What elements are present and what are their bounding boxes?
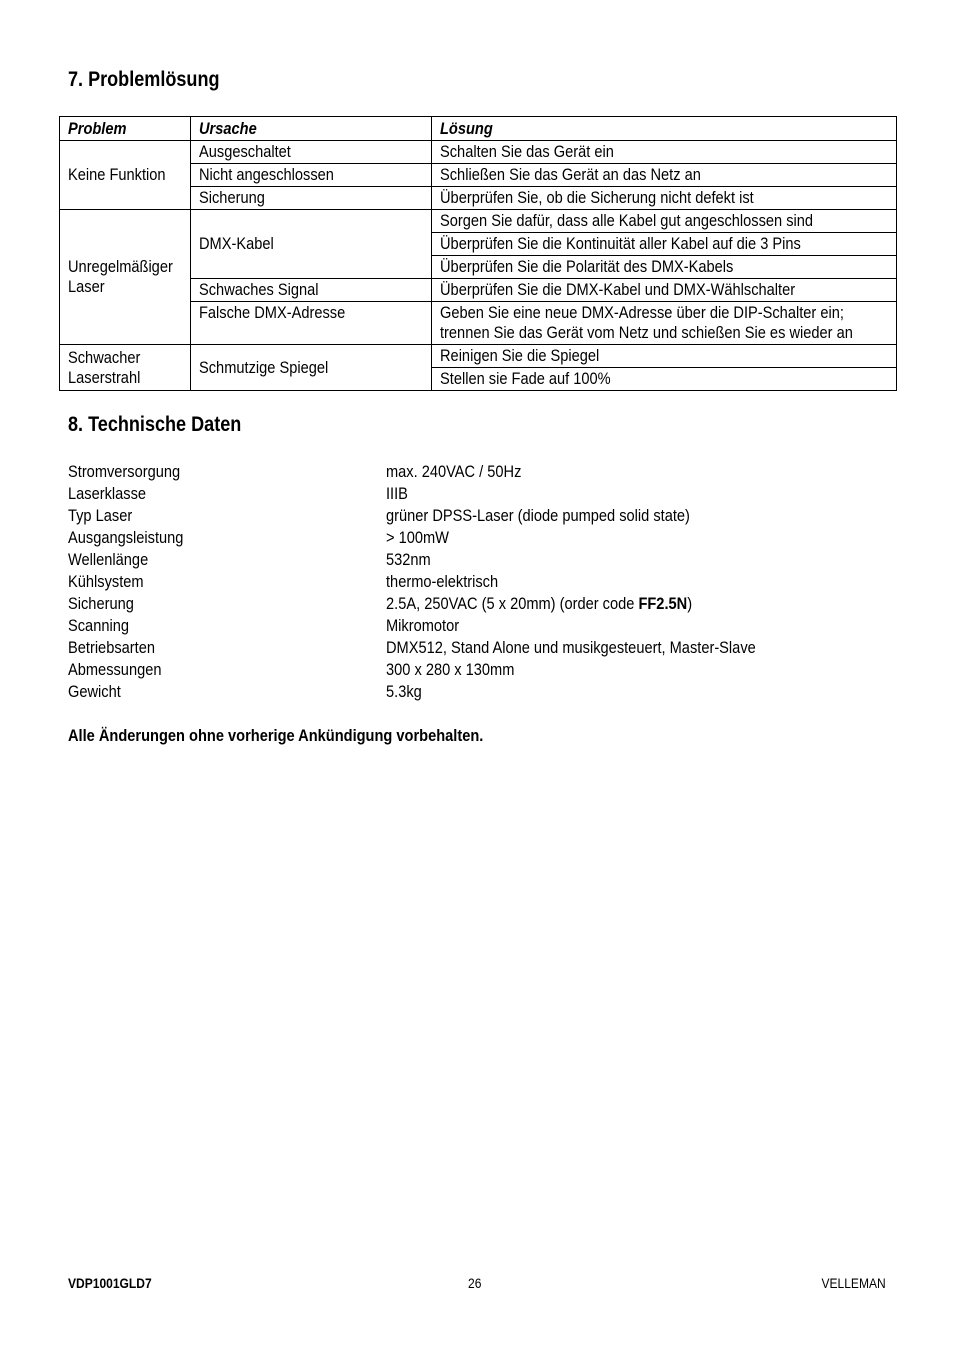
header-problem: Problem [60,117,191,141]
spec-row [68,659,888,681]
spec-label: Laserklasse [68,484,147,503]
solution-cell: Schließen Sie das Gerät an das Netz an [432,164,897,187]
table-row [60,210,897,233]
cause-cell: Nicht angeschlossen [191,164,432,187]
spec-label: Scanning [68,616,129,635]
solution-cell: Reinigen Sie die Spiegel [432,345,897,368]
cause-cell: Schwaches Signal [191,279,432,302]
spec-label: Sicherung [68,594,134,613]
spec-row [68,527,888,549]
spec-row [68,637,888,659]
problem-cell: Keine Funktion [60,141,191,210]
spec-label: Stromversorgung [68,462,181,481]
spec-label: Ausgangsleistung [68,528,184,547]
spec-row [68,681,888,703]
spec-value: 532nm [386,550,431,569]
spec-value: 300 x 280 x 130mm [386,660,515,679]
cause-cell: Sicherung [191,187,432,210]
cause-cell: Schmutzige Spiegel [191,345,432,391]
solution-cell: Überprüfen Sie die Kontinuität aller Kabel auf die 3 Pins [432,233,897,256]
footer-model: VDP1001GLD7 [68,1275,152,1291]
problem-cell: Schwacher Laserstrahl [60,345,191,391]
solution-cell: Überprüfen Sie, ob die Sicherung nicht defekt ist [432,187,897,210]
solution-cell: Überprüfen Sie die Polarität des DMX-Kabels [432,256,897,279]
spec-row [68,615,888,637]
spec-row [68,593,888,615]
spec-row [68,461,888,483]
spec-row [68,549,888,571]
disclaimer-note: Alle Änderungen ohne vorherige Ankündigung vorbehalten. [68,726,484,745]
footer-page-number: 26 [468,1275,482,1291]
spec-label: Wellenlänge [68,550,149,569]
solution-cell: Schalten Sie das Gerät ein [432,141,897,164]
solution-cell: Geben Sie eine neue DMX-Adresse über die DIP-Schalter ein; trennen Sie das Gerät vom Netz und schießen Sie es wieder an [432,302,897,345]
cause-cell: Falsche DMX-Adresse [191,302,432,345]
spec-row [68,505,888,527]
spec-value: 5.3kg [386,682,422,701]
specs-list [68,461,888,703]
fuse-spec-suffix: ) [687,594,693,613]
page-footer [68,1275,886,1295]
spec-value: IIIB [386,484,408,503]
fuse-order-code: FF2.5N [638,594,688,613]
spec-row [68,483,888,505]
cause-cell: Ausgeschaltet [191,141,432,164]
solution-cell: Stellen sie Fade auf 100% [432,368,897,391]
spec-value-fuse [386,593,692,615]
section-title-specs: 8. Technische Daten [68,413,242,436]
header-solution: Lösung [432,117,897,141]
spec-value: thermo-elektrisch [386,572,499,591]
spec-value: Mikromotor [386,616,460,635]
table-row [60,345,897,368]
spec-label: Betriebsarten [68,638,155,657]
spec-value: DMX512, Stand Alone und musikgesteuert, Master-Slave [386,638,756,657]
spec-value: > 100mW [386,528,449,547]
fuse-spec-text: 2.5A, 250VAC (5 x 20mm) (order code [386,594,639,613]
spec-row [68,571,888,593]
spec-label: Typ Laser [68,506,133,525]
section-title-troubleshooting: 7. Problemlösung [68,68,220,91]
table-header-row [60,117,897,141]
troubleshooting-table [59,116,897,391]
spec-label: Abmessungen [68,660,162,679]
spec-label: Kühlsystem [68,572,144,591]
spec-value: max. 240VAC / 50Hz [386,462,522,481]
solution-cell: Sorgen Sie dafür, dass alle Kabel gut angeschlossen sind [432,210,897,233]
cause-cell: DMX-Kabel [191,210,432,279]
spec-label: Gewicht [68,682,121,701]
footer-brand: VELLEMAN [821,1275,886,1291]
header-cause: Ursache [191,117,432,141]
table-row [60,141,897,164]
spec-value: grüner DPSS-Laser (diode pumped solid state) [386,506,690,525]
problem-cell: Unregelmäßiger Laser [60,210,191,345]
solution-cell: Überprüfen Sie die DMX-Kabel und DMX-Wählschalter [432,279,897,302]
